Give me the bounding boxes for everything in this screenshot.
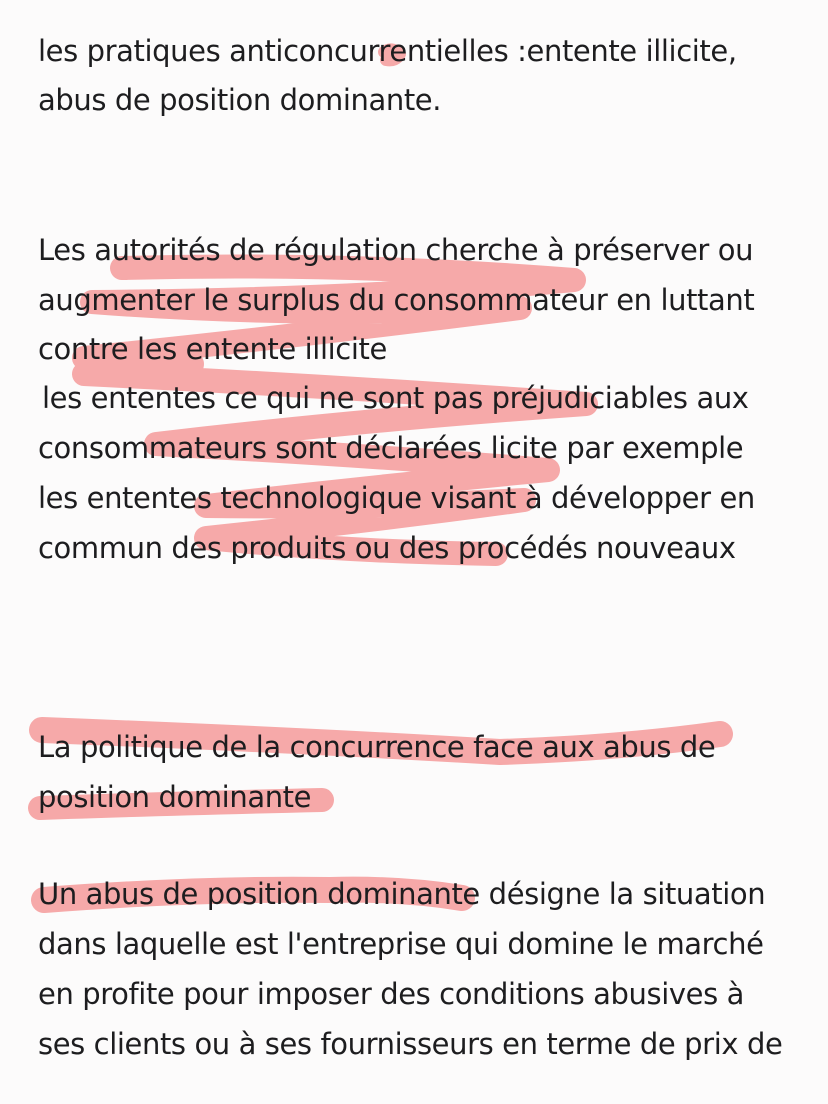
- text-line: Un abus de position dominante désigne la situation: [38, 877, 766, 911]
- text-line: les ententes technologique visant à développer en: [38, 481, 755, 515]
- text-line: Les autorités de régulation cherche à préserver ou: [38, 233, 754, 267]
- text-line: en profite pour imposer des conditions abusives à: [38, 977, 745, 1011]
- text-line: abus de position dominante.: [38, 83, 442, 117]
- text-line: commun des produits ou des procédés nouveaux: [38, 531, 736, 565]
- section-heading-line: La politique de la concurrence face aux abus de: [38, 730, 716, 764]
- text-line: les pratiques anticoncurrentielles :entente illicite,: [38, 34, 737, 68]
- text-line: augmenter le surplus du consommateur en luttant: [38, 283, 755, 317]
- text-line: consommateurs sont déclarées licite par exemple: [38, 431, 744, 465]
- text-line: dans laquelle est l'entreprise qui domine le marché: [38, 927, 764, 961]
- text-line: ses clients ou à ses fournisseurs en terme de prix de: [38, 1027, 783, 1061]
- text-line: les ententes ce qui ne sont pas préjudiciables aux: [42, 381, 749, 415]
- section-heading-line: position dominante: [38, 780, 312, 814]
- text-line: contre les entente illicite: [38, 332, 387, 366]
